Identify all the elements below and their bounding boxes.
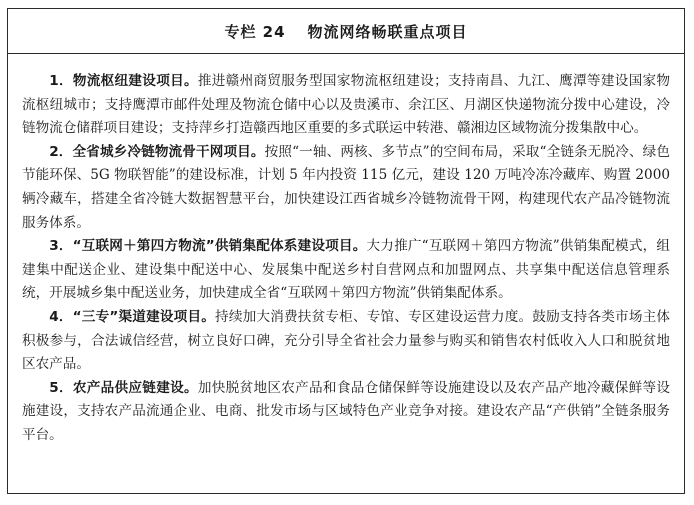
project-paragraph-1 (22, 70, 670, 141)
project-paragraph-2 (22, 141, 670, 235)
project-body-5: 加快脱贫地区农产品和食品仓储保鲜等设施建设以及农产品产地冷藏保鲜等设施建设，支持农产品流通企业、电商、批发市场与区域特色产业竞争对接。建设农产品“产供销”全链条服务平台。 (22, 379, 670, 443)
project-heading-4: 4．“三专”渠道建设项目。 (49, 308, 216, 325)
project-heading-2: 2．全省城乡冷链物流骨干网项目。 (49, 143, 265, 160)
project-heading-5: 5．农产品供应链建设。 (49, 379, 198, 396)
project-paragraph-4 (22, 306, 670, 377)
column-number: 专栏 24 (224, 22, 286, 41)
project-body-3: 大力推广“互联网＋第四方物流”供销集配模式，组建集中配送企业、建设集中配送中心、发展集中配送乡村自营网点和加盟网点、共享集中配送信息管理系统，开展城乡集中配送业务，加快建成全省“互联网＋第四方物流”供销集配体系。 (22, 238, 670, 302)
project-heading-3: 3．“互联网＋第四方物流”供销集配体系建设项目。 (49, 238, 367, 255)
column-title: 物流网络畅联重点项目 (307, 22, 468, 41)
project-paragraph-3 (22, 235, 670, 306)
project-body-2: 按照“一轴、两核、多节点”的空间布局，采取“全链条无脱冷、绿色节能环保、5G 物联智能”的建设标准，计划 5 年内投资 115 亿元，建设 120 万吨冷冻冷藏库、购置 2000 辆冷藏车，搭建全省冷链大数据智慧平台，加快建设江西省城乡冷链物流骨干网，构建现代农产品冷链物流服务体系。 (22, 143, 670, 231)
project-body-4: 持续加大消费扶贫专柜、专馆、专区建设运营力度。鼓励支持各类市场主体积极参与，合法诚信经营，树立良好口碑，充分引导全省社会力量参与购买和销售农村低收入人口和脱贫地区农产品。 (22, 308, 671, 373)
project-heading-1: 1．物流枢纽建设项目。 (49, 73, 198, 89)
project-body-1: 推进赣州商贸服务型国家物流枢纽建设；支持南昌、九江、鹰潭等建设国家物流枢纽城市；支持鹰潭市邮件处理及物流仓储中心以及贵溪市、余江区、月湖区快递物流分拨中心建设，冷链物流仓储群项目建设；支持萍乡打造赣西地区重要的多式联运中转港、赣湘边区域物流分拨集散中心。 (22, 73, 670, 137)
column-content (8, 54, 684, 448)
column-box (7, 8, 685, 494)
project-paragraph-5 (22, 377, 670, 448)
column-header (8, 9, 684, 54)
